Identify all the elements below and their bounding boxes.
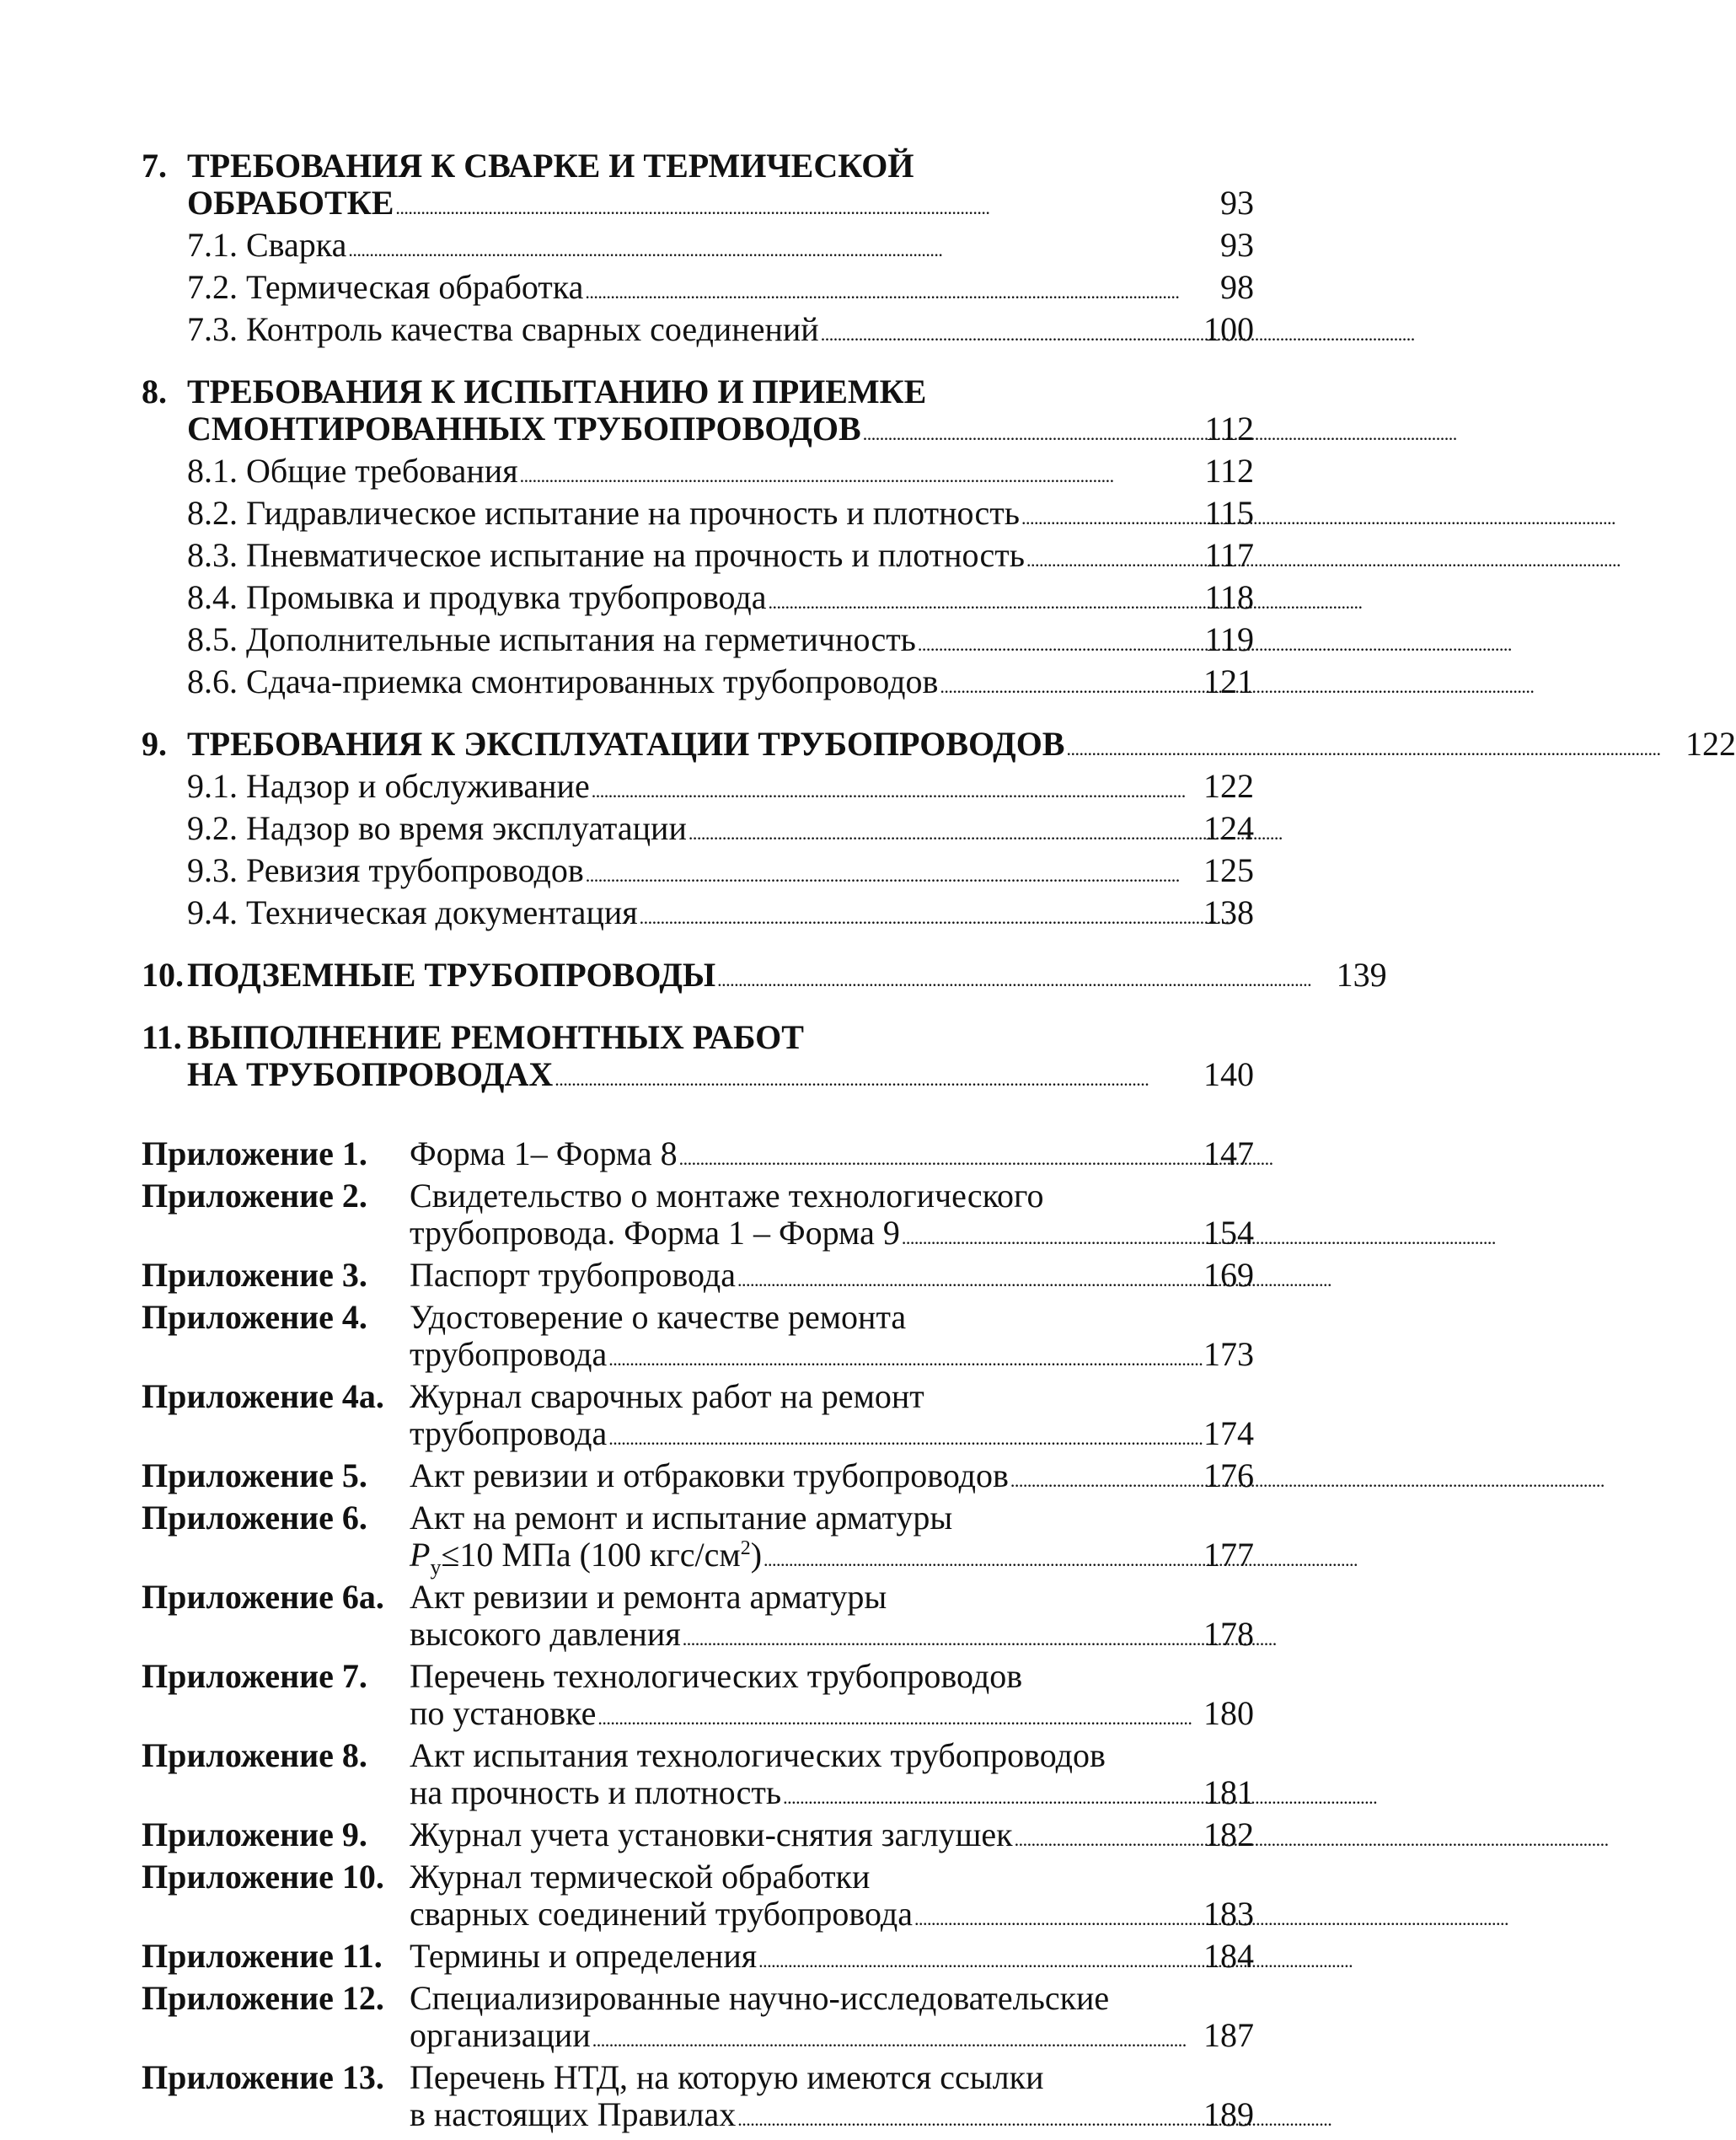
- page-number: 176: [1203, 1456, 1254, 1494]
- page-number: 117: [1204, 536, 1254, 574]
- appendix-title: по установке: [410, 1694, 597, 1732]
- appendix-entry: [142, 1135, 1254, 1177]
- toc-section: [142, 373, 1254, 705]
- toc-entry-row: [187, 537, 1254, 579]
- leader-fill: [410, 1336, 1176, 1378]
- leader-fill: [410, 1938, 1176, 1980]
- subsection-title: 8.3. Пневматическое испытание на прочность и плотность: [187, 536, 1026, 574]
- subsection-title: 9.4. Техническая документация: [187, 893, 638, 931]
- page-number: 138: [1203, 893, 1254, 931]
- formula-superscript: 2: [740, 1537, 751, 1559]
- toc-appendices: [142, 1135, 1254, 2138]
- appendix-entry: [142, 2059, 1254, 2138]
- toc-entry-row: [410, 1215, 1254, 1257]
- appendix-body: [410, 1257, 1254, 1299]
- leader-fill: [410, 1257, 1176, 1299]
- appendix-title: трубопровода. Форма 1 – Форма 9: [410, 1214, 900, 1252]
- appendix-body: [410, 1177, 1254, 1257]
- page-number: 173: [1203, 1335, 1254, 1373]
- subsection-title: 8.6. Сдача-приемка смонтированных трубопроводов: [187, 662, 939, 700]
- appendix-entry: [142, 1980, 1254, 2059]
- page-number: 189: [1203, 2095, 1254, 2133]
- appendix-body: [410, 1499, 1254, 1579]
- toc-entry-row: [187, 410, 1254, 453]
- toc-section: [142, 1019, 1254, 1098]
- dot-leader: [1010, 1457, 1603, 1499]
- page-number: 169: [1203, 1256, 1254, 1294]
- subsection-title: 8.1. Общие требования: [187, 452, 518, 490]
- leader-fill: [410, 1135, 1176, 1177]
- toc-entry-row: [187, 269, 1254, 311]
- appendix-entry: [142, 1658, 1254, 1737]
- page-number: 177: [1203, 1536, 1254, 1574]
- page-number: 119: [1204, 620, 1254, 658]
- dot-leader: [592, 768, 1184, 810]
- appendix-label: Приложение 2.: [142, 1177, 367, 1215]
- dot-leader: [1015, 1816, 1607, 1858]
- appendix-entry: [142, 1816, 1254, 1858]
- page-number: 184: [1203, 1937, 1254, 1975]
- dot-leader: [764, 1537, 1356, 1579]
- leader-fill: [187, 621, 1176, 663]
- leader-fill: [410, 1695, 1176, 1737]
- page-number: 112: [1204, 452, 1254, 490]
- appendix-body: [410, 1579, 1254, 1658]
- toc-entry-row: [187, 495, 1254, 537]
- dot-leader: [769, 579, 1361, 621]
- appendix-body: [410, 1737, 1254, 1816]
- page-number: 112: [1204, 410, 1254, 448]
- toc-entry-row: [187, 663, 1254, 705]
- toc-entry-row: [187, 453, 1254, 495]
- appendix-entry: [142, 1177, 1254, 1257]
- appendix-title: Перечень технологических трубопроводов: [410, 1657, 1023, 1695]
- toc-entry-row: [187, 726, 1736, 768]
- appendix-entry: [142, 1938, 1254, 1980]
- appendix-title: Акт испытания технологических трубопроводов: [410, 1736, 1106, 1774]
- toc-section: [142, 956, 1387, 999]
- appendix-entry: [142, 1858, 1254, 1938]
- leader-fill: [187, 453, 1176, 495]
- dot-leader: [586, 852, 1178, 894]
- toc-entry-row: [410, 1135, 1254, 1177]
- appendix-body: [410, 1938, 1254, 1980]
- leader-fill: [410, 1896, 1176, 1938]
- page-number: 98: [1220, 268, 1254, 306]
- section-title-continuation: [142, 410, 1254, 453]
- appendix-label: Приложение 5.: [142, 1456, 367, 1494]
- subsection-title: 7.1. Сварка: [187, 226, 347, 264]
- toc-section: [142, 147, 1254, 353]
- page-number: 154: [1203, 1214, 1254, 1252]
- toc-entry-row: [187, 768, 1254, 810]
- subsection-title: 8.2. Гидравлическое испытание на прочность и плотность: [187, 494, 1020, 532]
- leader-fill: [410, 1537, 1176, 1579]
- section-title: ТРЕБОВАНИЯ К СВАРКЕ И ТЕРМИЧЕСКОЙ: [187, 147, 914, 185]
- dot-leader: [608, 1415, 1201, 1457]
- dot-leader: [520, 453, 1176, 495]
- section-title: ВЫПОЛНЕНИЕ РЕМОНТНЫХ РАБОТ: [187, 1018, 804, 1056]
- toc-entry-row: [410, 1816, 1254, 1858]
- dot-leader: [640, 894, 1232, 936]
- appendix-title: трубопровода: [410, 1414, 608, 1452]
- appendix-body: [410, 1457, 1254, 1499]
- appendix-body: [410, 1299, 1254, 1378]
- subsection-title: 8.4. Промывка и продувка трубопровода: [187, 578, 767, 616]
- appendix-title: Удостоверение о качестве ремонта: [410, 1298, 907, 1336]
- dot-leader: [348, 227, 1176, 269]
- appendix-title: Форма 1– Форма 8: [410, 1134, 678, 1172]
- page-number: 118: [1204, 578, 1254, 616]
- appendix-label: Приложение 4а.: [142, 1377, 384, 1415]
- appendix-entry: [142, 1457, 1254, 1499]
- leader-fill: [187, 957, 1310, 999]
- leader-fill: [187, 852, 1176, 894]
- leader-fill: [187, 810, 1176, 852]
- appendix-label: Приложение 8.: [142, 1736, 367, 1774]
- page-number: 147: [1203, 1134, 1254, 1172]
- leader-fill: [187, 726, 1658, 768]
- toc-entry-row: [410, 1336, 1254, 1378]
- page-number: 122: [1685, 725, 1736, 763]
- dot-leader: [717, 957, 1310, 999]
- section-heading: [142, 373, 1254, 410]
- page-number: 124: [1203, 809, 1254, 847]
- toc-sections: [142, 147, 1736, 1098]
- subsection-list: [142, 227, 1254, 353]
- leader-fill: [410, 1457, 1176, 1499]
- appendix-body: [410, 1658, 1254, 1737]
- appendix-body: [410, 1816, 1254, 1858]
- toc-entry-row: [410, 1896, 1254, 1938]
- toc-entry-row: [187, 810, 1254, 852]
- subsection-title: 8.5. Дополнительные испытания на герметичность: [187, 620, 916, 658]
- page-number: 100: [1203, 310, 1254, 348]
- appendix-title: на прочность и плотность: [410, 1773, 782, 1811]
- toc-entry-row: [410, 2017, 1254, 2059]
- appendix-label: Приложение 6.: [142, 1499, 367, 1537]
- pressure-formula: [410, 1537, 762, 1579]
- section-title-continuation: [142, 185, 1254, 227]
- formula-text: ): [750, 1536, 763, 1574]
- toc-section: [142, 725, 1736, 936]
- dot-leader: [592, 2017, 1185, 2059]
- appendix-label: Приложение 10.: [142, 1858, 384, 1896]
- toc-entry-row: [410, 1457, 1254, 1499]
- leader-fill: [187, 227, 1176, 269]
- section-number: 8.: [142, 373, 167, 410]
- appendix-title: высокого давления: [410, 1615, 681, 1653]
- toc-entry-row: [410, 1257, 1254, 1299]
- toc-entry-row: [187, 894, 1254, 936]
- leader-fill: [187, 579, 1176, 621]
- appendix-body: [410, 2059, 1254, 2138]
- toc-entry-row: [187, 1056, 1254, 1098]
- dot-leader: [395, 185, 1176, 227]
- leader-fill: [187, 663, 1176, 705]
- section-number: 11.: [142, 1018, 182, 1056]
- page-number: 140: [1203, 1055, 1254, 1093]
- appendix-title: Журнал учета установки-снятия заглушек: [410, 1816, 1013, 1853]
- dot-leader: [863, 410, 1455, 453]
- leader-fill: [187, 311, 1176, 353]
- appendix-label: Приложение 1.: [142, 1134, 367, 1172]
- leader-fill: [410, 1616, 1176, 1658]
- dot-leader: [1066, 726, 1658, 768]
- appendix-label: Приложение 9.: [142, 1816, 367, 1853]
- toc-entry-row: [410, 1774, 1254, 1816]
- toc-entry-row: [410, 1415, 1254, 1457]
- page-number: 93: [1220, 184, 1254, 222]
- appendix-title: трубопровода: [410, 1335, 608, 1373]
- page-number: 115: [1204, 494, 1254, 532]
- page-number: 93: [1220, 226, 1254, 264]
- toc-entry-row: [410, 1616, 1254, 1658]
- section-title: ТРЕБОВАНИЯ К ЭКСПЛУАТАЦИИ ТРУБОПРОВОДОВ: [187, 725, 1065, 763]
- appendix-entry: [142, 1579, 1254, 1658]
- appendix-label: Приложение 3.: [142, 1256, 367, 1294]
- leader-fill: [187, 410, 1176, 453]
- leader-fill: [410, 1415, 1176, 1457]
- appendix-body: [410, 1858, 1254, 1938]
- page-number: 182: [1203, 1816, 1254, 1853]
- leader-fill: [410, 1215, 1176, 1257]
- appendix-body: [410, 1378, 1254, 1457]
- page-number: 187: [1203, 2016, 1254, 2054]
- section-title-continuation: [142, 1056, 1254, 1098]
- dot-leader: [585, 269, 1177, 311]
- dot-leader: [783, 1774, 1375, 1816]
- page-number: 125: [1203, 851, 1254, 889]
- appendix-body: [410, 1135, 1254, 1177]
- appendix-title: сварных соединений трубопровода: [410, 1895, 913, 1933]
- dot-leader: [597, 1695, 1190, 1737]
- toc-entry-row: [187, 852, 1254, 894]
- leader-fill: [187, 537, 1176, 579]
- toc-entry-row: [187, 579, 1254, 621]
- section-heading: [142, 1019, 1254, 1056]
- appendix-entry: [142, 1299, 1254, 1378]
- toc-entry-row: [410, 1537, 1254, 1579]
- appendix-title: Акт на ремонт и испытание арматуры: [410, 1499, 953, 1537]
- appendix-title: в настоящих Правилах: [410, 2095, 737, 2133]
- formula-symbol: P: [410, 1536, 431, 1574]
- subsection-list: [142, 768, 1254, 936]
- leader-fill: [410, 2096, 1176, 2138]
- appendix-label: Приложение 6а.: [142, 1578, 384, 1616]
- dot-leader: [758, 1938, 1351, 1980]
- section-title: ТРЕБОВАНИЯ К ИСПЫТАНИЮ И ПРИЕМКЕ: [187, 373, 927, 410]
- appendix-body: [410, 1980, 1254, 2059]
- appendix-title: Перечень НТД, на которую имеются ссылки: [410, 2058, 1044, 2096]
- leader-fill: [187, 185, 1176, 227]
- subsection-title: 9.3. Ревизия трубопроводов: [187, 851, 584, 889]
- appendix-separator: [142, 1118, 1254, 1135]
- toc-entry-row: [187, 311, 1254, 353]
- toc-entry-row: [410, 1938, 1254, 1980]
- appendix-label: Приложение 4.: [142, 1298, 367, 1336]
- appendix-title: Журнал термической обработки: [410, 1858, 871, 1896]
- section-title: ПОДЗЕМНЫЕ ТРУБОПРОВОДЫ: [187, 956, 716, 994]
- page-number: 178: [1203, 1615, 1254, 1653]
- leader-fill: [187, 495, 1176, 537]
- appendix-title: Журнал сварочных работ на ремонт: [410, 1377, 924, 1415]
- section-title: СМОНТИРОВАННЫХ ТРУБОПРОВОДОВ: [187, 410, 861, 448]
- toc-entry-row: [410, 1695, 1254, 1737]
- section-number: 7.: [142, 147, 167, 185]
- toc-entry-row: [410, 2096, 1254, 2138]
- appendix-entry: [142, 1378, 1254, 1457]
- dot-leader: [608, 1336, 1201, 1378]
- appendix-title: Акт ревизии и ремонта арматуры: [410, 1578, 887, 1616]
- section-title: НА ТРУБОПРОВОДАХ: [187, 1055, 554, 1093]
- appendix-title: Термины и определения: [410, 1937, 758, 1975]
- page-number: 183: [1203, 1895, 1254, 1933]
- page-number: 180: [1203, 1694, 1254, 1732]
- leader-fill: [187, 768, 1176, 810]
- subsection-title: 7.3. Контроль качества сварных соединений: [187, 310, 819, 348]
- subsection-list: [142, 453, 1254, 705]
- appendix-title: организации: [410, 2016, 591, 2054]
- appendix-label: Приложение 12.: [142, 1979, 384, 2017]
- leader-fill: [187, 1056, 1176, 1098]
- page-number: 181: [1203, 1773, 1254, 1811]
- appendix-title: Паспорт трубопровода: [410, 1256, 736, 1294]
- section-title: ОБРАБОТКЕ: [187, 184, 394, 222]
- subsection-title: 9.1. Надзор и обслуживание: [187, 767, 590, 805]
- dot-leader: [555, 1056, 1176, 1098]
- appendix-title: Свидетельство о монтаже технологического: [410, 1177, 1044, 1215]
- dot-leader: [1021, 495, 1614, 537]
- formula-subscript: у: [430, 1555, 442, 1580]
- page-number: 121: [1203, 662, 1254, 700]
- appendix-label: Приложение 11.: [142, 1937, 383, 1975]
- leader-fill: [187, 269, 1176, 311]
- section-number: 9.: [142, 725, 167, 763]
- toc-entry-row: [187, 621, 1254, 663]
- section-heading: [142, 956, 1387, 999]
- formula-text: ≤10 МПа (100 кгс/см: [441, 1536, 741, 1574]
- subsection-title: 7.2. Термическая обработка: [187, 268, 584, 306]
- dot-leader: [821, 311, 1413, 353]
- toc-entry-row: [187, 185, 1254, 227]
- leader-fill: [410, 2017, 1176, 2059]
- leader-fill: [187, 894, 1176, 936]
- appendix-entry: [142, 1499, 1254, 1579]
- section-number: 10.: [142, 956, 184, 994]
- appendix-entry: [142, 1257, 1254, 1299]
- page-number: 122: [1203, 767, 1254, 805]
- appendix-label: Приложение 7.: [142, 1657, 367, 1695]
- page-number: 174: [1203, 1414, 1254, 1452]
- page-number: 139: [1336, 956, 1387, 994]
- leader-fill: [410, 1816, 1176, 1858]
- section-heading: [142, 725, 1736, 768]
- appendix-entry: [142, 1737, 1254, 1816]
- appendix-title: Акт ревизии и отбраковки трубопроводов: [410, 1456, 1009, 1494]
- appendix-label: Приложение 13.: [142, 2058, 384, 2096]
- subsection-title: 9.2. Надзор во время эксплуатации: [187, 809, 687, 847]
- leader-fill: [410, 1774, 1176, 1816]
- dot-leader: [1026, 537, 1619, 579]
- toc-entry-row: [187, 227, 1254, 269]
- section-heading: [142, 147, 1254, 185]
- toc-entry-row: [187, 957, 1387, 999]
- appendix-title: Специализированные научно-исследовательские: [410, 1979, 1110, 2017]
- table-of-contents: [142, 147, 1736, 2138]
